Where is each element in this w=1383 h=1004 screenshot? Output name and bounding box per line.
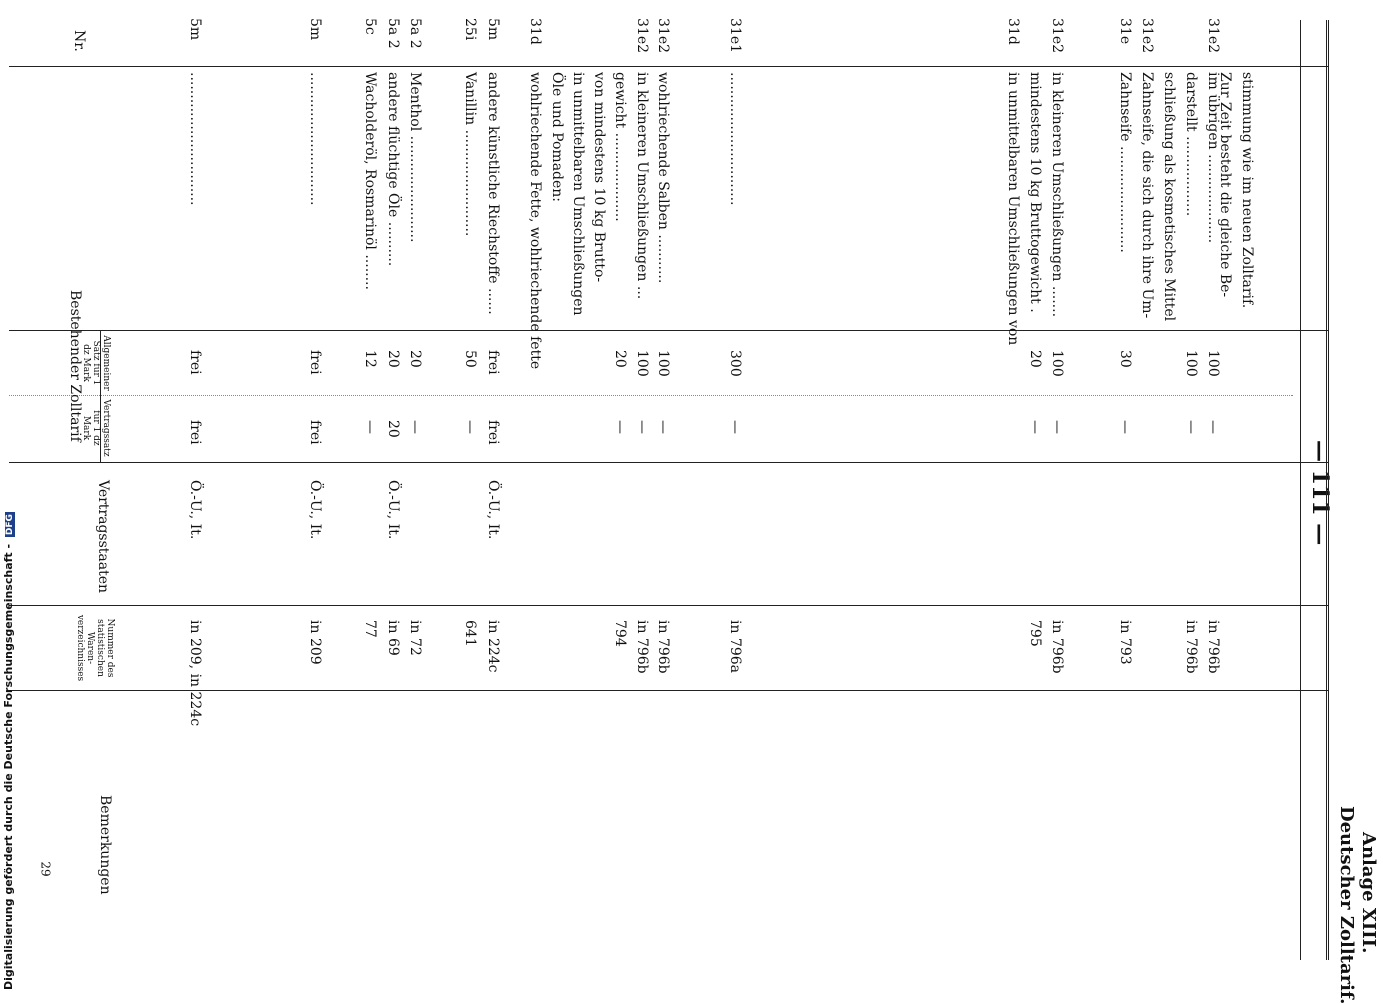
cell-allg: 100 — [1049, 350, 1065, 377]
cell-nr: 5m — [485, 18, 501, 41]
cell-desc: .............................. — [187, 72, 203, 206]
cell-desc: gewicht .................... — [612, 72, 628, 222]
cell-nr: 5c — [362, 18, 378, 35]
cell-desc: in unmittelbaren Umschließungen von — [1005, 72, 1021, 346]
cell-vert: frei — [307, 420, 323, 445]
top-rule — [1326, 20, 1329, 960]
cell-desc: mindestens 10 kg Bruttogewicht . — [1027, 72, 1043, 313]
cell-nr: 5a 2 — [385, 18, 401, 49]
cell-desc: Zur Zeit besteht die gleiche Be- — [1217, 72, 1233, 298]
cell-nr: 31e2 — [655, 18, 671, 54]
cell-desc: Öle und Pomaden: — [549, 72, 565, 203]
cell-vert: — — [1027, 420, 1043, 434]
header-bemerkungen: Bemerkungen — [97, 795, 113, 895]
cell-allg: 50 — [462, 350, 478, 368]
cell-nr: 31e2 — [1205, 18, 1221, 54]
cell-allg: frei — [187, 350, 203, 375]
footer-credit — [2, 512, 15, 990]
footer-credit-text: Digitalisierung gefördert durch die Deutsche Forschungsgemeinschaft - — [2, 543, 15, 990]
cell-allg: 12 — [362, 350, 378, 368]
header-nummer: Nummer des statistischen Waren-verzeichnisses — [75, 614, 115, 682]
cell-vert: — — [1117, 420, 1133, 434]
header-vertragsstaaten: Vertragsstaaten — [95, 480, 111, 594]
cell-allg: 100 — [1205, 350, 1221, 377]
col-line-staaten — [9, 605, 1329, 606]
cell-allg: 100 — [634, 350, 650, 377]
cell-vert: — — [362, 420, 378, 434]
cell-stat: in 72 — [407, 620, 423, 656]
col-line-vert — [9, 462, 1329, 463]
cell-desc: .............................. — [307, 72, 323, 206]
cell-stat: in 209, in 224c — [187, 620, 203, 727]
cell-allg: 300 — [727, 350, 743, 377]
cell-desc: in kleineren Umschließungen ....... — [1049, 72, 1065, 318]
cell-stat: in 793 — [1117, 620, 1133, 665]
cell-stat: in 796b — [1049, 620, 1065, 674]
cell-vert: — — [462, 420, 478, 434]
cell-desc: wohlriechende Fette, wohlriechende fette — [527, 72, 543, 370]
cell-staaten: Ö.-U., It. — [307, 480, 323, 540]
dfg-logo: DFG — [5, 514, 15, 536]
cell-nr: 5a 2 — [407, 18, 423, 49]
cell-stat: in 796b — [1183, 620, 1199, 674]
col-line-nr — [9, 66, 1329, 67]
cell-stat: 641 — [462, 620, 478, 647]
cell-vert: — — [1205, 420, 1221, 434]
cell-nr: 31e1 — [727, 18, 743, 54]
cell-desc: im übrigen .................... — [1205, 72, 1221, 244]
header-bestehender: Bestehender Zolltarif — [67, 290, 83, 442]
cell-desc: in unmittelbaren Umschließungen — [570, 72, 586, 316]
cell-stat: 794 — [612, 620, 628, 647]
cell-stat: 795 — [1027, 620, 1043, 647]
page-number: — 111 — — [1307, 440, 1333, 546]
cell-stat: in 796b — [1205, 620, 1221, 674]
cell-nr: 5m — [307, 18, 323, 41]
cell-vert: — — [407, 420, 423, 434]
cell-vert: — — [655, 420, 671, 434]
cell-allg: 20 — [407, 350, 423, 368]
col-line-allg — [9, 395, 1293, 396]
cell-desc: schließung als kosmetisches Mittel — [1161, 72, 1177, 322]
cell-staaten: Ö.-U., It. — [385, 480, 401, 540]
cell-vert: — — [612, 420, 628, 434]
cell-vert: — — [1183, 420, 1199, 434]
cell-allg: frei — [485, 350, 501, 375]
header-nr: Nr. — [71, 30, 87, 52]
cell-desc: Menthol ........................ — [407, 72, 423, 243]
cell-nr: 31e2 — [1139, 18, 1155, 54]
cell-stat: in 796b — [634, 620, 650, 674]
cell-desc: andere künstliche Riechstoffe ...... — [485, 72, 501, 315]
cell-nr: 31d — [1005, 18, 1021, 45]
cell-desc: von mindestens 10 kg Brutto- — [591, 72, 607, 283]
cell-nr: 5m — [187, 18, 203, 41]
header-allgemeiner: Allgemeiner Satz für 1 dz Mark — [81, 335, 111, 391]
cell-stat: in 796a — [727, 620, 743, 674]
cell-desc: darstellt .................. — [1183, 72, 1199, 217]
header-vertragssatz: Vertragssatz für 1 dz Mark — [81, 399, 111, 457]
page-title: Deutscher Zolltarif. — [1336, 806, 1357, 1004]
cell-vert: 20 — [385, 420, 401, 438]
cell-allg: 100 — [655, 350, 671, 377]
cell-nr: 31d — [527, 18, 543, 45]
cell-nr: 31e — [1117, 18, 1133, 45]
cell-nr: 25i — [462, 18, 478, 41]
cell-desc: Wacholderöl, Rosmarinöl ........ — [362, 72, 378, 290]
cell-nr: 31e2 — [634, 18, 650, 54]
cell-allg: 100 — [1183, 350, 1199, 377]
cell-stat: in 209 — [307, 620, 323, 665]
cell-desc: Zahnseife, die sich durch ihre Um- — [1139, 72, 1155, 319]
cell-allg: 20 — [385, 350, 401, 368]
cell-allg: 20 — [612, 350, 628, 368]
cell-vert: frei — [485, 420, 501, 445]
cell-allg: 30 — [1117, 350, 1133, 368]
cell-desc: stimmung wie im neuen Zolltarif. — [1239, 72, 1255, 309]
cell-allg: 20 — [1027, 350, 1043, 368]
annex-label: Anlage XIII. — [1358, 832, 1379, 954]
footer-page-number: 29 — [38, 861, 53, 877]
cell-vert: — — [634, 420, 650, 434]
cell-stat: 77 — [362, 620, 378, 638]
col-line-desc — [9, 330, 1329, 331]
header-rule-bottom — [1300, 20, 1301, 960]
col-line-stat — [9, 690, 1329, 691]
cell-desc: Zahnseife ........................ — [1117, 72, 1133, 253]
cell-stat: in 796b — [655, 620, 671, 674]
cell-staaten: Ö.-U., It. — [187, 480, 203, 540]
cell-desc: wohlriechende Salben ........... — [655, 72, 671, 284]
cell-vert: — — [1049, 420, 1065, 434]
cell-vert: — — [727, 420, 743, 434]
cell-vert: frei — [187, 420, 203, 445]
cell-desc: andere flüchtige Öle .......... — [385, 72, 401, 267]
cell-nr: 31e2 — [1049, 18, 1065, 54]
cell-allg: frei — [307, 350, 323, 375]
cell-stat: in 224c — [485, 620, 501, 673]
cell-desc: in kleineren Umschließungen ... — [634, 72, 650, 300]
cell-desc: Vanillin ........................ — [462, 72, 478, 237]
cell-stat: in 69 — [385, 620, 401, 656]
cell-staaten: Ö.-U., It. — [485, 480, 501, 540]
cell-desc: .............................. — [727, 72, 743, 206]
